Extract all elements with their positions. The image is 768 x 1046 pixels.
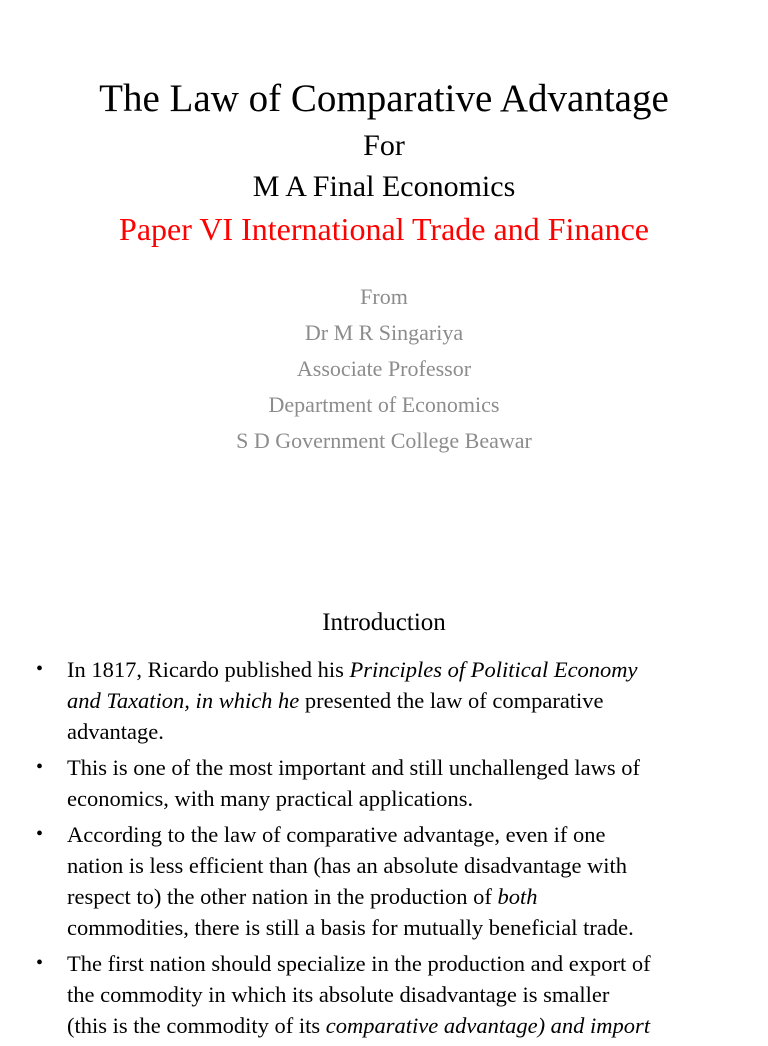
author-role: Associate Professor [296, 356, 472, 381]
bullet-line: advantage. [67, 719, 164, 744]
bullet-item [0, 819, 768, 943]
bullet-line: the commodity in which its absolute disadvantage is smaller [67, 982, 610, 1007]
author-department: Department of Economics [268, 392, 500, 417]
bullet-item [0, 654, 768, 747]
author-college: S D Government College Beawar [236, 428, 532, 453]
bullet-line: commodities, there is still a basis for mutually beneficial trade. [67, 915, 634, 940]
for-line: For [363, 129, 405, 162]
bullet-icon: • [36, 952, 44, 974]
author-from: From [360, 284, 408, 309]
introduction-slide [0, 560, 768, 1038]
bullet-icon: • [36, 756, 44, 778]
bullet-line: and Taxation, in which he presented the law of comparative [67, 688, 604, 713]
bullet-icon: • [36, 658, 44, 680]
course-line: M A Final Economics [252, 170, 516, 203]
slide-title: The Law of Comparative Advantage [99, 77, 669, 120]
bullet-icon: • [36, 823, 44, 845]
bullet-line: The first nation should specialize in the production and export of [67, 951, 651, 976]
bullet-item [0, 752, 768, 814]
bullet-line: In 1817, Ricardo published his Principles of Political Economy [67, 657, 638, 682]
bullet-line: (this is the commodity of its comparative advantage) and import [67, 1013, 651, 1038]
section-heading: Introduction [322, 609, 446, 636]
bullet-line: economics, with many practical applications. [67, 786, 474, 811]
bullet-line: nation is less efficient than (has an absolute disadvantage with [67, 853, 628, 878]
paper-line: Paper VI International Trade and Finance [119, 211, 649, 247]
bullet-list [0, 654, 768, 1046]
author-name: Dr M R Singariya [304, 320, 464, 345]
bullet-item [0, 948, 768, 1041]
bullet-line: This is one of the most important and still unchallenged laws of [67, 755, 641, 780]
bullet-line: According to the law of comparative advantage, even if one [67, 822, 606, 847]
bullet-line: respect to) the other nation in the production of both [67, 884, 538, 909]
